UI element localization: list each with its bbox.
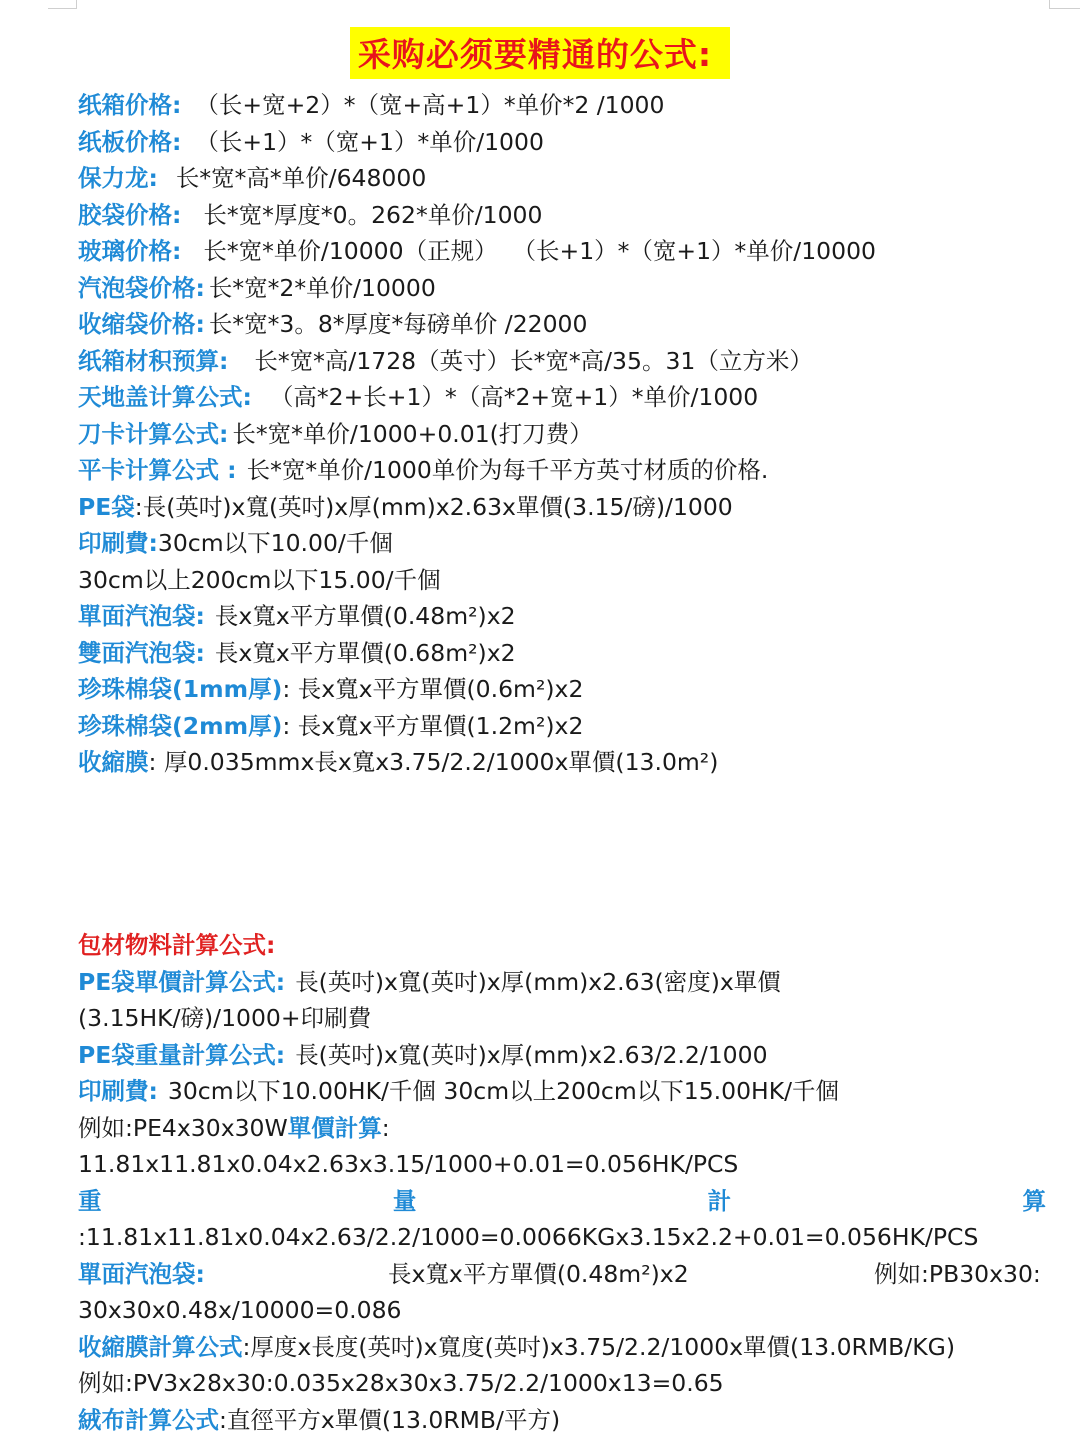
formula-line (78, 708, 1068, 745)
formula-line (78, 562, 1068, 599)
formula-line (78, 233, 1068, 270)
formula-label-char: 計 (707, 1186, 732, 1215)
formula-value: :直徑平方x單價(13.0RMB/平方) (219, 1405, 561, 1434)
formula-label: 刀卡计算公式: (78, 419, 229, 448)
formula-line (78, 744, 1068, 781)
formula-line (78, 379, 1068, 416)
formula-label: 纸箱材积预算: (78, 346, 229, 375)
formula-label: 保力龙: (78, 164, 158, 192)
formula-value: 30cm以下10.00HK/千個 30cm以上200cm以下15.00HK/千個 (167, 1077, 840, 1105)
formula-line (78, 452, 1068, 489)
formula-line (78, 197, 1068, 234)
formula-value: 30x30x0.48x/10000=0.086 (78, 1296, 402, 1324)
formula-line (78, 1146, 1068, 1183)
formula-value: :長(英吋)x寬(英吋)x厚(mm)x2.63x單價(3.15/磅)/1000 (134, 492, 733, 521)
formula-line (78, 1110, 1068, 1147)
formula-list-section (78, 87, 1068, 781)
formula-label: 纸板价格: (78, 127, 182, 156)
formula-value: 長(英吋)x寬(英吋)x厚(mm)x2.63/2.2/1000 (295, 1040, 768, 1069)
formula-label: PE袋單價計算公式: (78, 967, 286, 996)
formula-label: 單面汽泡袋: (78, 1259, 205, 1288)
formula-value: :11.81x11.81x0.04x2.63/2.2/1000=0.0066KGx3.15x2.2+0.01=0.056HK/PCS (78, 1223, 979, 1251)
formula-label: 單面汽泡袋: (78, 602, 205, 630)
formula-label: 收缩袋价格: (78, 310, 205, 338)
packaging-formula-section (78, 927, 1068, 1438)
formula-line (78, 1219, 1068, 1256)
formula-label: 胶袋价格: (78, 200, 182, 229)
formula-value: 例如:PV3x28x30:0.035x28x30x3.75/2.2/1000x13=0.65 (78, 1369, 724, 1397)
formula-value: (3.15HK/磅)/1000+印刷費 (78, 1004, 372, 1032)
formula-label: 平卡计算公式 : (78, 456, 237, 484)
formula-value: 长*宽*3。8*厚度*每磅单价 /22000 (208, 310, 588, 338)
section-heading: 包材物料計算公式: (78, 931, 276, 959)
formula-label: 印刷費: (78, 529, 158, 557)
section-heading-line (78, 927, 1068, 964)
formula-value: 長(英吋)x寬(英吋)x厚(mm)x2.63(密度)x單價 (295, 967, 781, 996)
formula-line (78, 635, 1068, 672)
formula-value: 长*宽*高*单价/648000 (175, 164, 427, 192)
formula-label: 天地盖计算公式: (78, 383, 252, 411)
page-title: 采购必须要精通的公式: (350, 27, 730, 79)
formula-line-justified (78, 1183, 1068, 1220)
formula-line (78, 124, 1068, 161)
formula-line (78, 343, 1068, 380)
formula-line (78, 964, 1068, 1001)
formula-label: 汽泡袋价格: (78, 273, 205, 302)
formula-label: 收縮膜 (78, 748, 149, 776)
formula-line (78, 1292, 1068, 1329)
title-bar (0, 27, 1080, 79)
page-corner-mark-left (48, 0, 77, 9)
formula-label-char: 量 (392, 1186, 417, 1215)
formula-line (78, 306, 1068, 343)
formula-line (78, 1000, 1068, 1037)
formula-label: 珍珠棉袋(2mm厚) (78, 711, 283, 740)
formula-label: 珍珠棉袋(1mm厚) (78, 675, 283, 703)
formula-value: 长*宽*厚度*0。262*单价/1000 (203, 200, 543, 229)
formula-label: PE袋重量計算公式: (78, 1040, 286, 1069)
example-prefix: 例如:PB30x30: (874, 1259, 1041, 1288)
formula-label: 印刷費: (78, 1077, 158, 1105)
formula-label: 收縮膜計算公式 (78, 1332, 243, 1361)
formula-label: PE袋 (78, 492, 135, 521)
formula-value: 11.81x11.81x0.04x2.63x3.15/1000+0.01=0.056HK/PCS (78, 1150, 739, 1178)
formula-line (78, 1256, 1068, 1293)
formula-label: 纸箱价格: (78, 91, 182, 119)
formula-value: 30cm以下10.00/千個 (157, 529, 393, 557)
formula-line (78, 489, 1068, 526)
formula-line (78, 1402, 1068, 1439)
formula-value: 长*宽*单价/1000+0.01(打刀费） (232, 419, 593, 448)
formula-value: 长*宽*2*单价/10000 (208, 273, 436, 302)
formula-value: 長x寬x平方單價(0.48m²)x2 (388, 1259, 689, 1288)
formula-value: （长+宽+2）*（宽+高+1）*单价*2 /1000 (195, 91, 665, 119)
formula-label: 絨布計算公式 (78, 1405, 219, 1434)
formula-label-char: 重 (78, 1186, 102, 1215)
formula-line (78, 87, 1068, 124)
formula-line (78, 270, 1068, 307)
example-prefix: 例如:PE4x30x30W (78, 1113, 288, 1142)
formula-line (78, 416, 1068, 453)
formula-value: : 厚0.035mmx長x寬x3.75/2.2/1000x單價(13.0m²) (148, 748, 719, 776)
formula-value: 长*宽*单价/10000（正规） （长+1）*（宽+1）*单价/10000 (203, 237, 876, 265)
formula-line (78, 1329, 1068, 1366)
formula-line (78, 160, 1068, 197)
formula-label: 玻璃价格: (78, 237, 182, 265)
formula-value: 长*宽*单价/1000单价为每千平方英寸材质的价格. (246, 456, 769, 484)
formula-line (78, 1037, 1068, 1074)
formula-value: : 長x寬x平方單價(0.6m²)x2 (282, 675, 584, 703)
formula-value: :厚度x長度(英吋)x寬度(英吋)x3.75/2.2/1000x單價(13.0RMB/KG) (242, 1332, 955, 1361)
formula-line (78, 1365, 1068, 1402)
example-colon: : (381, 1113, 390, 1142)
formula-value: 長x寬x平方單價(0.68m²)x2 (214, 638, 516, 667)
formula-line (78, 671, 1068, 708)
formula-line (78, 1073, 1068, 1110)
formula-label: 雙面汽泡袋: (78, 638, 205, 667)
formula-value: （长+1）*（宽+1）*单价/1000 (195, 127, 544, 156)
formula-value: （高*2+长+1）*（高*2+宽+1）*单价/1000 (269, 383, 759, 411)
formula-label-char: 算 (1022, 1186, 1046, 1215)
page-corner-mark-right (1049, 0, 1080, 9)
formula-value: 长*宽*高/1728（英寸）长*宽*高/35。31（立方米） (254, 346, 813, 375)
formula-line (78, 598, 1068, 635)
formula-value: 30cm以上200cm以下15.00/千個 (78, 565, 441, 594)
formula-line (78, 525, 1068, 562)
formula-value: : 長x寬x平方單價(1.2m²)x2 (282, 711, 584, 740)
formula-label: 單價計算 (287, 1113, 382, 1142)
formula-value: 長x寬x平方單價(0.48m²)x2 (214, 602, 516, 630)
